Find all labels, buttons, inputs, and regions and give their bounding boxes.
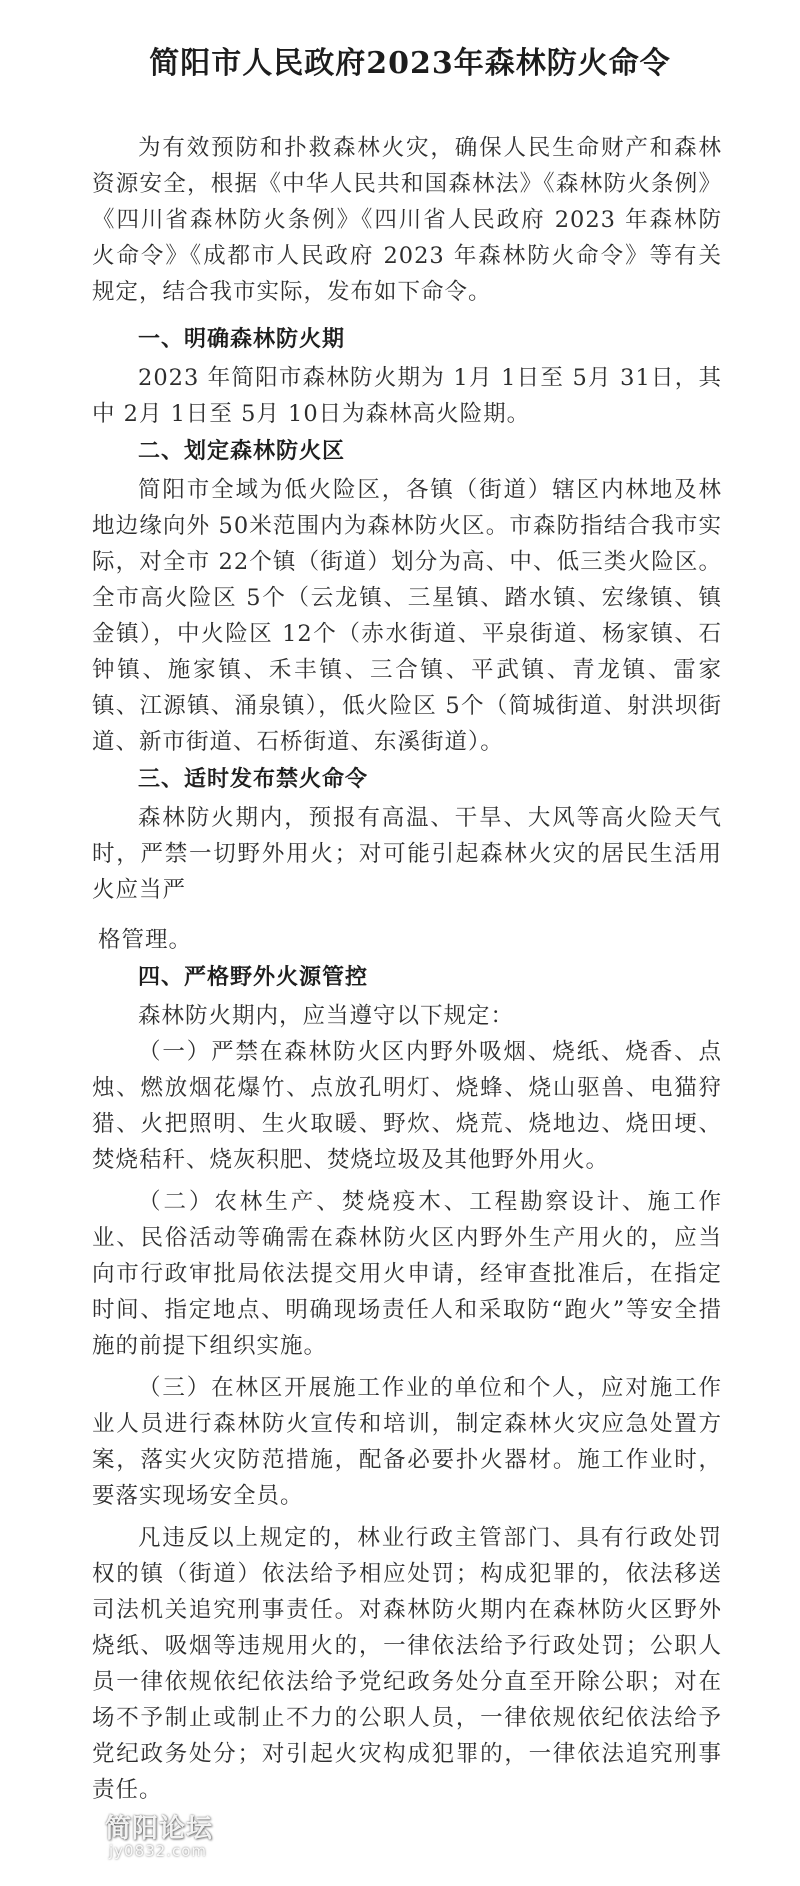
section-2-heading: 二、划定森林防火区 xyxy=(138,439,346,464)
section-2-body: 简阳市全域为低火险区，各镇（街道）辖区内林地及林地边缘向外 50米范围内为森林防火区。市森防指结合我市实际，对全市 22个镇（街道）划分为高、中、低三类火险区。全市高火险区 5个（云龙镇、三星镇、踏水镇、宏缘镇、镇金镇），中火险区 12个（赤水街道、平泉街道、杨家镇、石钟镇、施家镇、禾丰镇、三合镇、平武镇、青龙镇、雷家镇、江源镇、涌泉镇），低火险区 5个（简城街道、射洪坝街道、新市街道、石桥街道、东溪街道）。 xyxy=(92,477,722,755)
intro-paragraph: 为有效预防和扑救森林火灾，确保人民生命财产和森林资源安全，根据《中华人民共和国森林法》《森林防火条例》《四川省森林防火条例》《四川省人民政府 2023 年森林防火命令》《成都市人民政府 2023 年森林防火命令》等有关规定，结合我市实际，发布如下命令。 xyxy=(92,135,722,305)
document-title: 简阳市人民政府2023年森林防火命令 xyxy=(149,46,671,81)
section-2 xyxy=(92,432,722,760)
section-4-item-2: （二）农林生产、焚烧疫木、工程勘察设计、施工作业、民俗活动等确需在森林防火区内野外生产用火的，应当向市行政审批局依法提交用火申请，经审查批准后，在指定时间、指定地点、明确现场责任人和采取防“跑火”等安全措施的前提下组织实施。 xyxy=(92,1189,722,1359)
section-1-heading: 一、明确森林防火期 xyxy=(138,327,346,352)
watermark-main-text: 简阳论坛 xyxy=(105,1814,214,1844)
section-4-item-1: （一）严禁在森林防火区内野外吸烟、烧纸、烧香、点烛、燃放烟花爆竹、点放孔明灯、烧蜂、烧山驱兽、电猫狩猎、火把照明、生火取暖、野炊、烧荒、烧地边、烧田埂、焚烧秸秆、烧灰积肥、焚烧垃圾及其他野外用火。 xyxy=(92,1039,722,1173)
section-4-body: 森林防火期内，应当遵守以下规定： xyxy=(138,1003,515,1029)
section-3-heading: 三、适时发布禁火命令 xyxy=(138,767,369,792)
section-3-body: 森林防火期内，预报有高温、干旱、大风等高火险天气时，严禁一切野外用火；对可能引起森林火灾的居民生活用火应当严 xyxy=(92,805,722,903)
section-3-body-tail: 格管理。 xyxy=(98,927,193,953)
section-4-heading: 四、严格野外火源管控 xyxy=(138,965,369,990)
section-1-body: 2023 年简阳市森林防火期为 1月 1日至 5月 31日，其中 2月 1日至 5月 10日为森林高火险期。 xyxy=(92,365,722,427)
section-4-item-3: （三）在林区开展施工作业的单位和个人，应对施工作业人员进行森林防火宣传和培训，制定森林火灾应急处置方案，落实火灾防范措施，配备必要扑火器材。施工作业时，要落实现场安全员。 xyxy=(92,1375,722,1509)
section-4 xyxy=(92,958,722,1514)
section-1 xyxy=(92,320,722,432)
closing-paragraph: 凡违反以上规定的，林业行政主管部门、具有行政处罚权的镇（街道）依法给予相应处罚；构成犯罪的，依法移送司法机关追究刑事责任。对森林防火期内在森林防火区野外烧纸、吸烟等违规用火的，一律依法给予行政处罚；公职人员一律依规依纪依法给予党纪政务处分直至开除公职；对在场不予制止或制止不力的公职人员，一律依规依纪依法给予党纪政务处分；对引起火灾构成犯罪的，一律依法追究刑事责任。 xyxy=(92,1525,722,1803)
watermark-sub-text: jy0832.com xyxy=(109,1842,208,1860)
section-3 xyxy=(92,760,722,958)
